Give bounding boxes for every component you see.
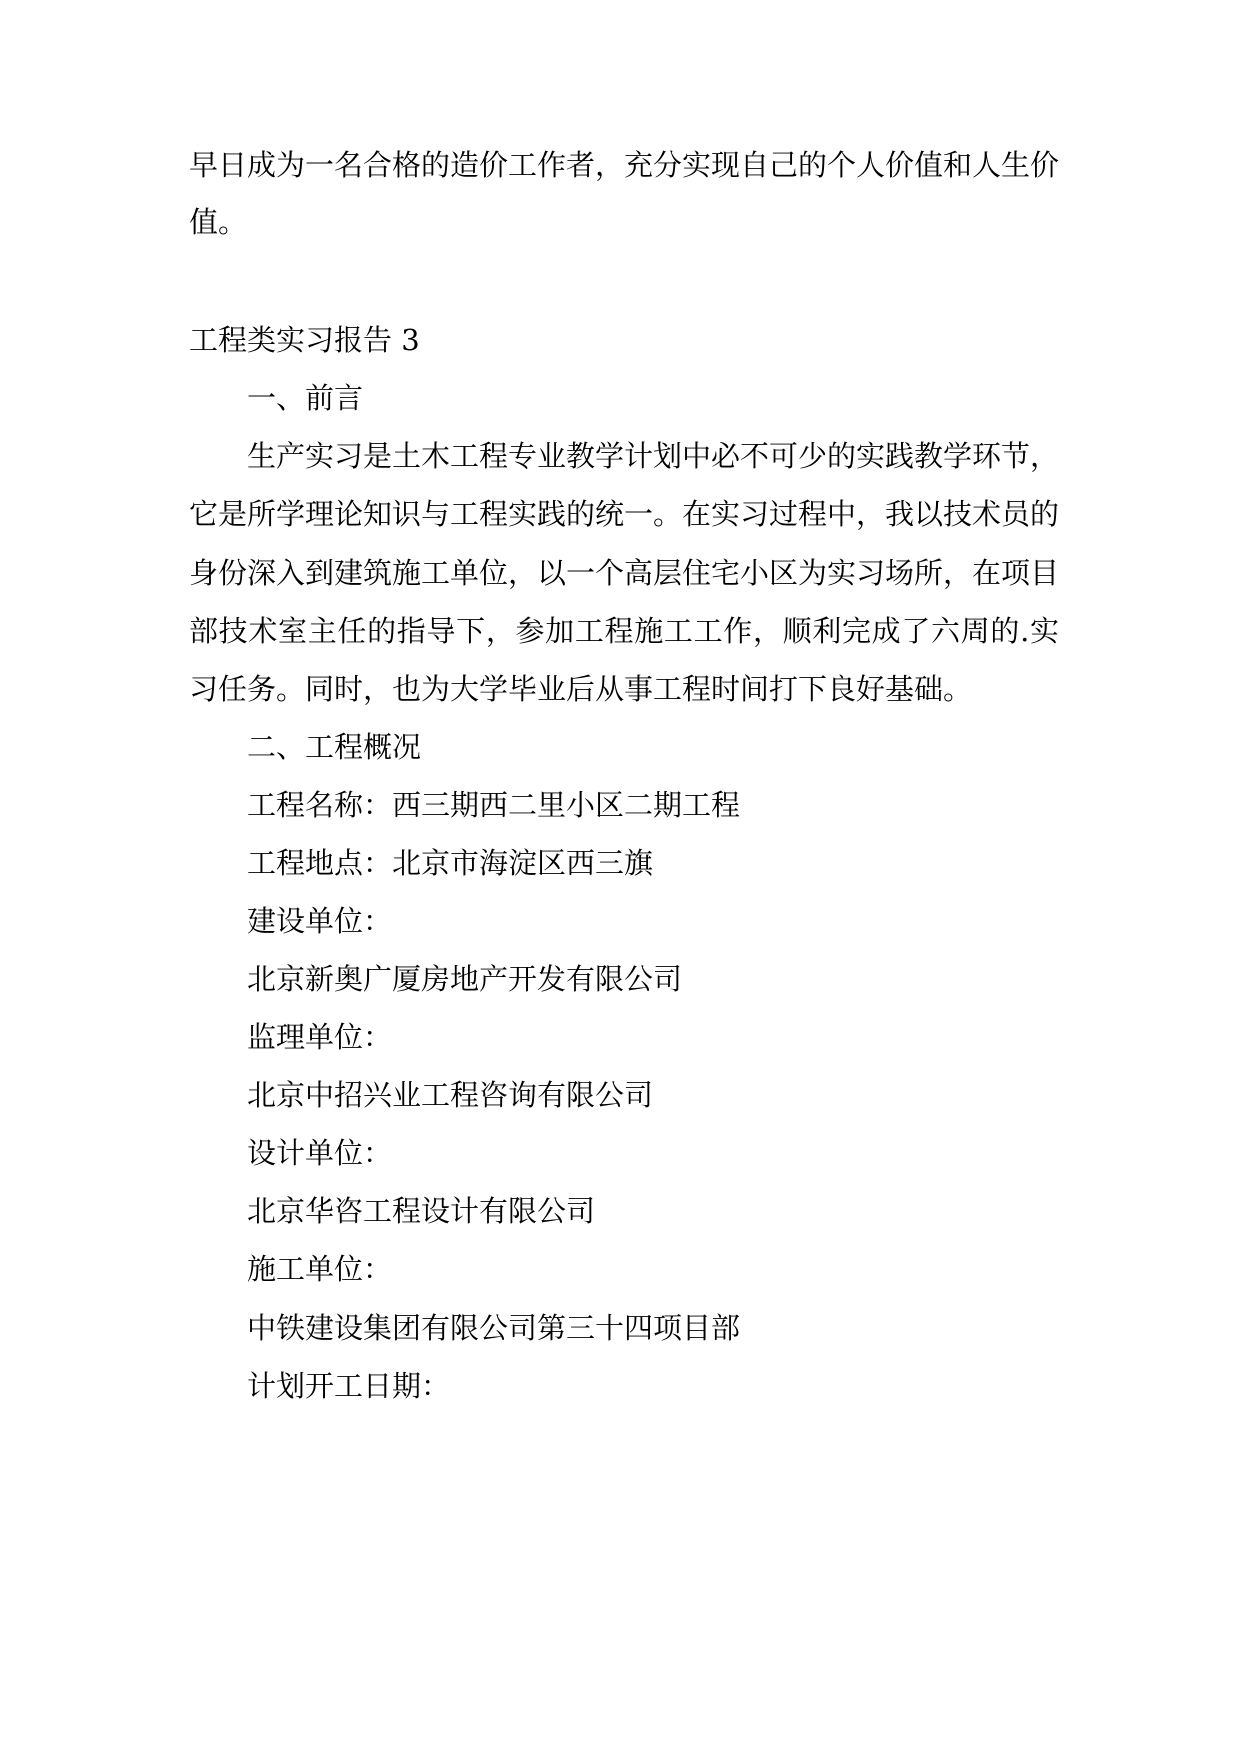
section-heading-preface: 一、前言: [247, 381, 364, 415]
builder-unit-label: 施工单位：: [247, 1252, 393, 1286]
construction-unit-value: 北京新奥广厦房地产开发有限公司: [247, 962, 683, 996]
builder-unit-value: 中铁建设集团有限公司第三十四项目部: [247, 1311, 741, 1345]
report-title: 工程类实习报告 3: [189, 323, 420, 357]
continuation-line-2: 值。: [189, 205, 248, 239]
section-heading-overview: 二、工程概况: [247, 730, 422, 764]
paragraph-line: 习任务。同时，也为大学毕业后从事工程时间打下良好基础。: [189, 672, 973, 706]
planned-start-label: 计划开工日期：: [247, 1369, 451, 1403]
design-unit-label: 设计单位：: [247, 1136, 393, 1170]
paragraph-line: 生产实习是土木工程专业教学计划中必不可少的实践教学环节，: [247, 439, 1060, 473]
supervision-unit-value: 北京中招兴业工程咨询有限公司: [247, 1078, 654, 1112]
paragraph-line: 它是所学理论知识与工程实践的统一。在实习过程中，我以技术员的: [189, 497, 1060, 531]
paragraph-line: 部技术室主任的指导下，参加工程施工工作，顺利完成了六周的.实: [189, 614, 1059, 648]
project-location: 工程地点：北京市海淀区西三旗: [247, 846, 654, 880]
design-unit-value: 北京华咨工程设计有限公司: [247, 1194, 596, 1228]
continuation-line-1: 早日成为一名合格的造价工作者，充分实现自己的个人价值和人生价: [189, 148, 1060, 182]
project-name: 工程名称：西三期西二里小区二期工程: [247, 788, 741, 822]
paragraph-line: 身份深入到建筑施工单位，以一个高层住宅小区为实习场所，在项目: [189, 556, 1060, 590]
construction-unit-label: 建设单位：: [247, 904, 393, 938]
supervision-unit-label: 监理单位：: [247, 1020, 393, 1054]
